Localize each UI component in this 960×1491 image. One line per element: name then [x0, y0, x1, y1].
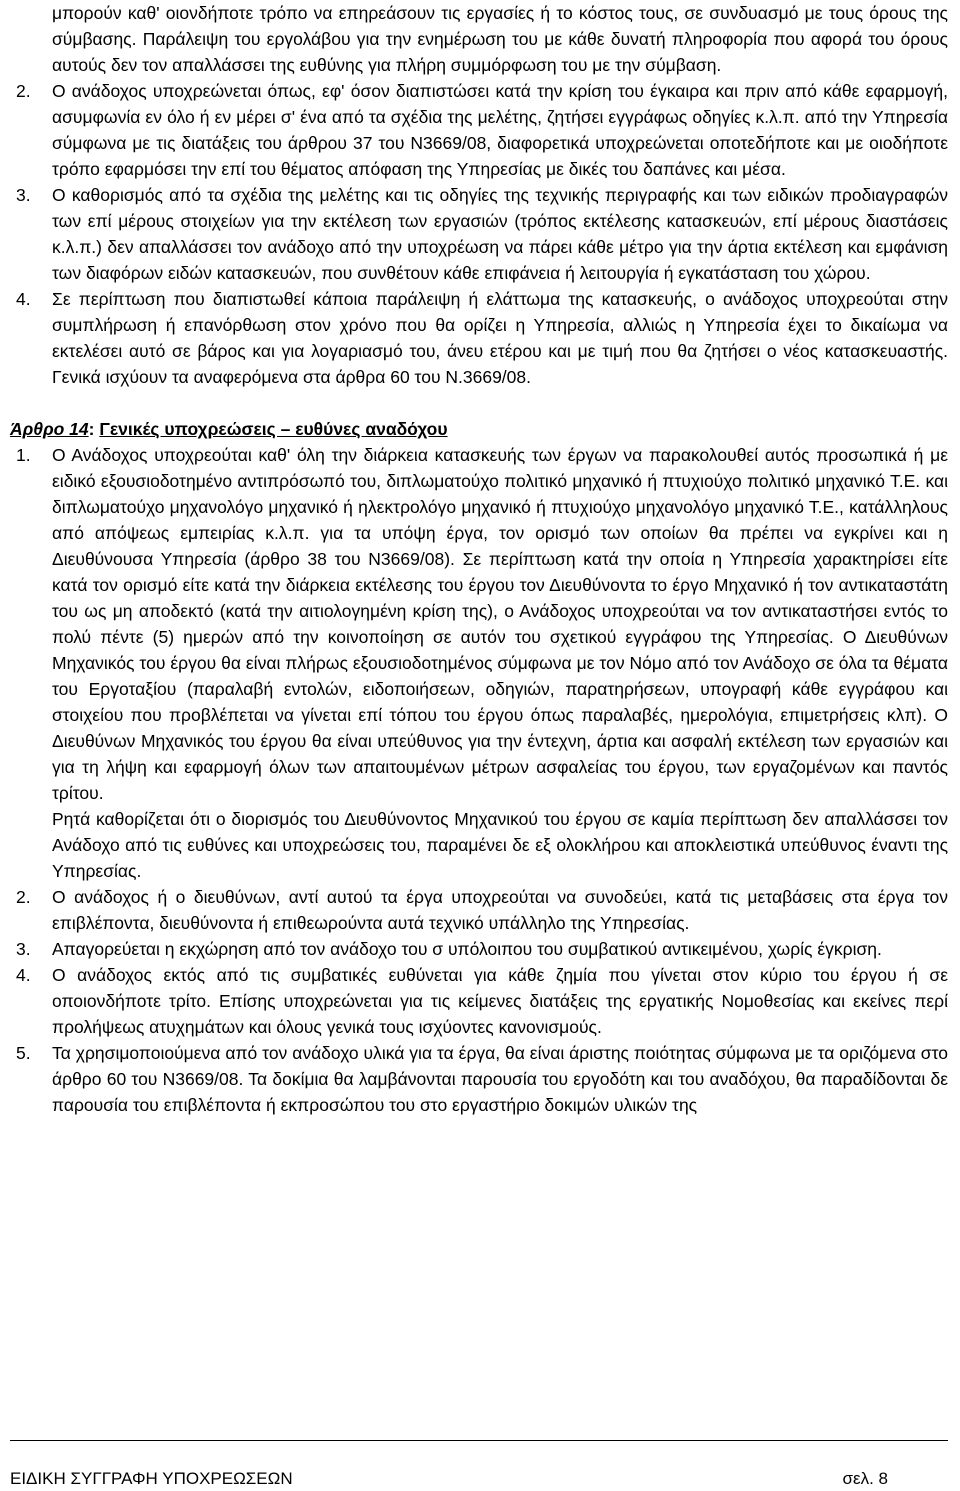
- list-item: [10, 962, 948, 1040]
- item-text: Απαγορεύεται η εκχώρηση από τον ανάδοχο του σ υπόλοιπου του συμβατικού αντικειμένου, χωρίς έγκριση.: [52, 939, 882, 959]
- item-text: Σε περίπτωση που διαπιστωθεί κάποια παράλειψη ή ελάττωμα της κατασκευής, ο ανάδοχος υποχρεούται στην συμπλήρωση ή επανόρθωση στον χρόνο που θα ορίζει η Υπηρεσία, αλλιώς η Υπηρεσία έχει το δικαίωμα να εκτελέσει αυτό σε βάρος και για λογαριασμό του, άνευ ετέρου και με τιμή που θα ζητήσει ο νέος κατασκευαστής. Γενικά ισχύουν τα αναφερόμενα στα άρθρα 60 του Ν.3669/08.: [52, 289, 948, 387]
- footer-document-title: ΕΙΔΙΚΗ ΣΥΓΓΡΑΦΗ ΥΠΟΧΡΕΩΣΕΩΝ: [10, 1469, 293, 1488]
- list-item: [10, 1040, 948, 1118]
- list-item: [10, 442, 948, 806]
- item-number: 4.: [16, 289, 31, 309]
- prev-list: [10, 78, 948, 390]
- page-footer: [10, 1440, 948, 1488]
- item-number: 4.: [16, 965, 31, 985]
- item-text: Ο ανάδοχος ή ο διευθύνων, αντί αυτού τα έργα υποχρεούται να συνοδεύει, κατά τις μεταβάσεις στα έργα τον επιβλέποντα, διευθύνοντα ή επιθεωρούντα αυτά τεχνικό υπάλληλο της Υπηρεσίας.: [52, 887, 948, 933]
- list-item: [10, 286, 948, 390]
- list-item: [10, 884, 948, 936]
- item-number: 2.: [16, 887, 31, 907]
- item-number: 3.: [16, 939, 31, 959]
- footer-page-number: σελ. 8: [842, 1469, 888, 1488]
- item-number: 3.: [16, 185, 31, 205]
- item-text: Ο ανάδοχος εκτός από τις συμβατικές ευθύνεται για κάθε ζημία που γίνεται στον κύριο του έργου ή σε οποιονδήποτε τρίτο. Επίσης υποχρεώνεται για τις κείμενες διατάξεις της εργατικής Νομοθεσίας και εκείνες περί προλήψεως ατυχημάτων και όλους γενικά τους ισχύοντες κανονισμούς.: [52, 965, 948, 1037]
- item-text: Τα χρησιμοποιούμενα από τον ανάδοχο υλικά για τα έργα, θα είναι άριστης ποιότητας σύμφωνα με τα οριζόμενα στο άρθρο 60 του Ν3669/08. Τα δοκίμια θα λαμβάνονται παρουσία του εργοδότη και του αναδόχου, θα παραδίδονται δε παρουσία του επιβλέποντα ή εκπροσώπου του στο εργαστήριο δοκιμών υλικών της: [52, 1043, 948, 1115]
- item-text: Ο καθορισμός από τα σχέδια της μελέτης και τις οδηγίες της τεχνικής περιγραφής και των ειδικών προδιαγραφών των επί μέρους στοιχείων για την εκτέλεση των εργασιών (τρόπος εκτέλεσης κατασκευών, επί μέρους διαστάσεις κ.λ.π.) δεν απαλλάσσει τον ανάδοχο από την υποχρέωση να πάρει κάθε μέτρο για την άρτια εκτέλεση και εμφάνιση των διαφόρων ειδών κατασκευών, που συνθέτουν κάθε επιφάνεια ή λειτουργία ή εγκατάσταση του χώρου.: [52, 185, 948, 283]
- list-item: [10, 182, 948, 286]
- item-text: Ο Ανάδοχος υποχρεούται καθ' όλη την διάρκεια κατασκευής των έργων να παρακολουθεί αυτός προσωπικά ή με ειδικό εξουσιοδοτημένο αντιπρόσωπό του, διπλωματούχο πολιτικό μηχανικό ή πτυχιούχο πολιτικό μηχανικό Τ.Ε. και διπλωματούχο μηχανολόγο μηχανικό ή ηλεκτρολόγο μηχανικό ή πτυχιούχο μηχανολόγο μηχανικό Τ.Ε., κατάλληλους από απόψεως εμπειρίας κ.λ.π. για τα υπόψη έργα, τον ορισμό των οποίων θα πρέπει να εγκρίνει και η Διευθύνουσα Υπηρεσία (άρθρο 38 του Ν3669/08). Σε περίπτωση κατά την οποία η Υπηρεσία χαρακτηρίσει είτε κατά τον ορισμό είτε κατά την διάρκεια εκτέλεσης του έργου τον Διευθύνοντα το έργο Μηχανικό ή τον αντικαταστάτη του ως μη αποδεκτό (κατά την αιτιολογημένη κρίση της), ο Ανάδοχος υποχρεούται να τον αντικαταστήσει εντός το πολύ πέντε (5) ημερών από την κοινοποίηση σε αυτόν του σχετικού εγγράφου της Υπηρεσίας. Ο Διευθύνων Μηχανικός του έργου θα είναι πλήρως εξουσιοδοτημένος σύμφωνα με τον Νόμο από τον Ανάδοχο σε όλα τα θέματα του Εργοταξίου (παραλαβή εντολών, ειδοποιήσεων, οδηγιών, παρατηρήσεων, υπογραφή κάθε εγγράφου και στοιχείου που προβλέπεται να γίνεται επί τόπου του έργου όπως παραλαβές, ημερολόγια, επιμετρήσεις κλπ). Ο Διευθύνων Μηχανικός του έργου θα είναι υπεύθυνος για την έντεχνη, άρτια και ασφαλή εκτέλεση των εργασιών και για τη λήψη και εφαρμογή όλων των απαιτουμένων μέτρων ασφαλείας του έργου, των εργαζομένων και παντός τρίτου.: [52, 445, 948, 803]
- intro-paragraph: μπορούν καθ' οιονδήποτε τρόπο να επηρεάσουν τις εργασίες ή το κόστος τους, σε συνδυασμό με τους όρους της σύμβασης. Παράλειψη του εργολάβου για την ενημέρωση του με κάθε δυνατή πληροφορία που αφορά του όρους αυτούς δεν τον απαλλάσσει της ευθύνης για πλήρη συμμόρφωση του με την σύμβαση.: [52, 3, 948, 75]
- article-colon: :: [88, 419, 95, 439]
- article-label: Άρθρο 14: [10, 419, 89, 439]
- article-title: Γενικές υποχρεώσεις – ευθύνες αναδόχου: [99, 419, 448, 439]
- list-item: [10, 78, 948, 182]
- article-list: [10, 442, 948, 1118]
- item-continuation: Ρητά καθορίζεται ότι ο διορισμός του Διευθύνοντος Μηχανικού του έργου σε καμία περίπτωση δεν απαλλάσσει τον Ανάδοχο από τις ευθύνες και υποχρεώσεις του, παραμένει δε εξ ολοκλήρου και αποκλειστικά υπεύθυνος έναντι της Υπηρεσίας.: [52, 809, 948, 881]
- list-item: [10, 936, 948, 962]
- item-number: 1.: [16, 445, 31, 465]
- item-text: Ο ανάδοχος υποχρεώνεται όπως, εφ' όσον διαπιστώσει κατά την κρίση του έγκαιρα και πριν από κάθε εφαρμογή, ασυμφωνία εν όλο ή εν μέρει σ' ένα από τα σχέδια της μελέτης, ζητήσει εγγράφως οδηγίες κ.λ.π. από την Υπηρεσία σύμφωνα με τις διατάξεις του άρθρου 37 του Ν3669/08, διαφορετικά υποχρεώνεται οποτεδήποτε και με οιοδήποτε τρόπο εφαρμόσει την επί του θέματος απόφαση της Υπηρεσίας με δικές του δαπάνες και μέσα.: [52, 81, 948, 179]
- item-number: 5.: [16, 1043, 31, 1063]
- spacer: [10, 390, 948, 416]
- item-number: 2.: [16, 81, 31, 101]
- document-page: [10, 0, 948, 1118]
- article-heading: [10, 416, 948, 442]
